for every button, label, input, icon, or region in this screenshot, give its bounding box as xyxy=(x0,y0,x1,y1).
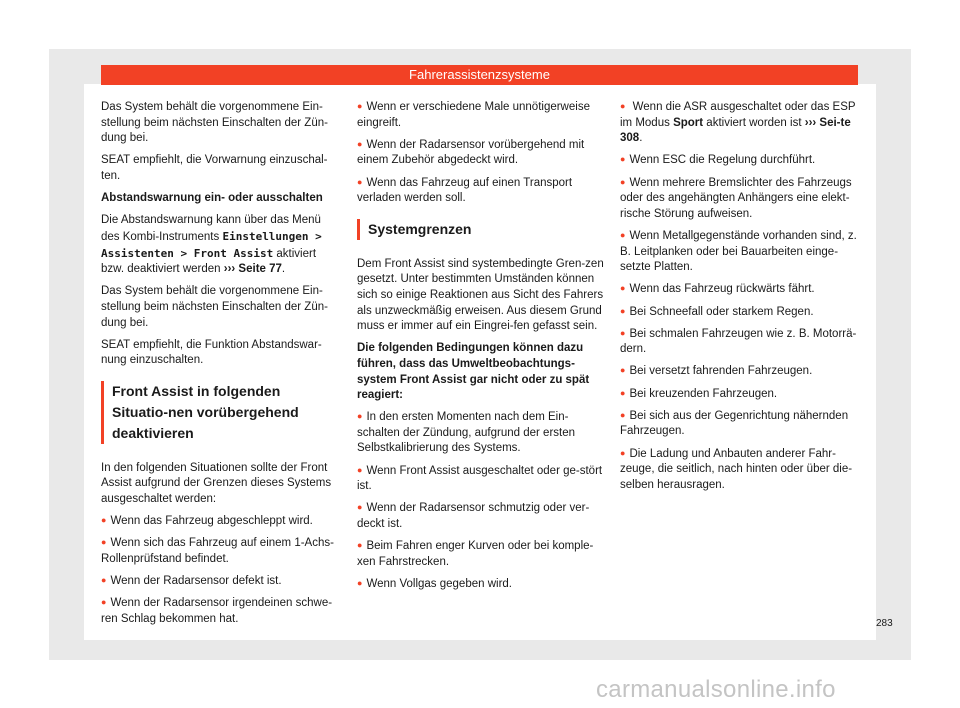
paragraph: In den folgenden Situationen sollte der Front Assist aufgrund der Grenzen dieses Systems ausgeschaltet werden: xyxy=(101,461,332,506)
paragraph: Das System behält die vorgenommene Ein-stellung beim nächsten Einschalten der Zün-dung bei. xyxy=(101,101,328,145)
list-item: ● Bei sich aus der Gegenrichtung nähernden Fahrzeugen. xyxy=(620,409,860,440)
paragraph: Dem Front Assist sind systembedingte Gren-zen gesetzt. Unter bestimmten Umständen können sich so einige Reaktionen aus Sicht des Fahrers als unzweckmäßig erweisen. Aus diesem Grund muss er immer auf ein Eingrei-fen gefasst sein. xyxy=(357,257,604,333)
list-item: ● Wenn der Radarsensor defekt ist. xyxy=(101,574,339,590)
list-item: ● Wenn das Fahrzeug auf einen Transport verladen werden soll. xyxy=(357,176,604,207)
list-item xyxy=(620,100,860,147)
list-item: ● Wenn der Radarsensor irgendeinen schwe-ren Schlag bekommen hat. xyxy=(101,596,339,627)
list-item: ● Wenn sich das Fahrzeug auf einem 1-Achs-Rollenprüfstand befindet. xyxy=(101,536,339,567)
page-title: Fahrerassistenzsysteme xyxy=(101,65,858,85)
list-item: ● Wenn der Radarsensor schmutzig oder ver-deckt ist. xyxy=(357,501,604,532)
list-item: ● In den ersten Momenten nach dem Ein-schalten der Zündung, aufgrund der ersten Selbstkalibrierung des Systems. xyxy=(357,410,604,457)
paragraph: SEAT empfiehlt, die Funktion Abstandswar-nung einzuschalten. xyxy=(101,338,322,367)
watermark: carmanualsonline.info xyxy=(596,676,836,703)
menu-path: Einstellungen > Assistenten > Front Assist xyxy=(101,229,322,260)
page-reference[interactable]: ››› Sei-te 308 xyxy=(620,116,851,145)
list-item: ● Wenn er verschiedene Male unnötigerweise eingreift. xyxy=(357,100,604,131)
list-item: ● Bei schmalen Fahrzeugen wie z. B. Motorrä-dern. xyxy=(620,327,860,358)
paragraph: Das System behält die vorgenommene Ein-stellung beim nächsten Einschalten der Zün-dung bei. xyxy=(101,285,328,329)
column-3 xyxy=(620,100,860,500)
list-item: ● Wenn Vollgas gegeben wird. xyxy=(357,577,604,593)
list-item: ● Bei kreuzenden Fahrzeugen. xyxy=(620,387,860,403)
page-reference[interactable]: ››› Seite 77 xyxy=(223,263,282,276)
section-heading: Systemgrenzen xyxy=(357,219,604,240)
section-heading: Front Assist in folgenden Situatio-nen vorübergehend deaktivieren xyxy=(101,381,339,444)
list-item: ● Wenn Metallgegenstände vorhanden sind, z. B. Leitplanken oder bei Bauarbeiten einge-setzte Platten. xyxy=(620,229,860,276)
text: Wenn die ASR ausgeschaltet oder das ESP im Modus xyxy=(620,101,856,129)
list-item: ● Wenn das Fahrzeug rückwärts fährt. xyxy=(620,282,860,298)
subheading: Abstandswarnung ein- oder ausschalten xyxy=(101,192,323,205)
subheading: Die folgenden Bedingungen können dazu führen, dass das Umweltbeobachtungs-system Front Assist gar nicht oder zu spät reagiert: xyxy=(357,342,590,402)
text: Die Abstandswarnung kann über das Menü des Kombi-Instruments xyxy=(101,214,321,243)
list-item: ● Bei Schneefall oder starkem Regen. xyxy=(620,305,860,321)
text: aktiviert worden ist xyxy=(706,116,802,129)
paragraph: SEAT empfiehlt, die Vorwarnung einzuschal-ten. xyxy=(101,154,328,182)
list-item: ● Wenn der Radarsensor vorübergehend mit einem Zubehör abgedeckt wird. xyxy=(357,138,604,169)
column-1 xyxy=(101,100,339,634)
list-item: ● Wenn Front Assist ausgeschaltet oder ge-stört ist. xyxy=(357,464,604,495)
column-2 xyxy=(357,100,604,599)
list-item: ● Bei versetzt fahrenden Fahrzeugen. xyxy=(620,364,860,380)
paragraph: Die Abstandswarnung kann über das Menü des Kombi-Instruments Einstellungen > Assistenten > Front Assist aktiviert bzw. deaktiviert werden ››› Seite 77. xyxy=(101,214,322,276)
list-item: ● Wenn das Fahrzeug abgeschleppt wird. xyxy=(101,514,339,530)
page-number: 283 xyxy=(876,618,893,629)
list-item: ● Wenn ESC die Regelung durchführt. xyxy=(620,153,860,169)
text: . xyxy=(639,132,643,145)
list-item: ● Die Ladung und Anbauten anderer Fahr-zeuge, die seitlich, nach hinten oder über die-selben herausragen. xyxy=(620,447,860,494)
mode-name: Sport xyxy=(673,116,704,129)
list-item: ● Wenn mehrere Bremslichter des Fahrzeugs oder des angehängten Anhängers eine elekt-rische Störung aufweisen. xyxy=(620,176,860,223)
text: aktiviert bzw. deaktiviert werden xyxy=(101,247,317,276)
list-item: ● Beim Fahren enger Kurven oder bei komple-xen Fahrstrecken. xyxy=(357,539,604,570)
